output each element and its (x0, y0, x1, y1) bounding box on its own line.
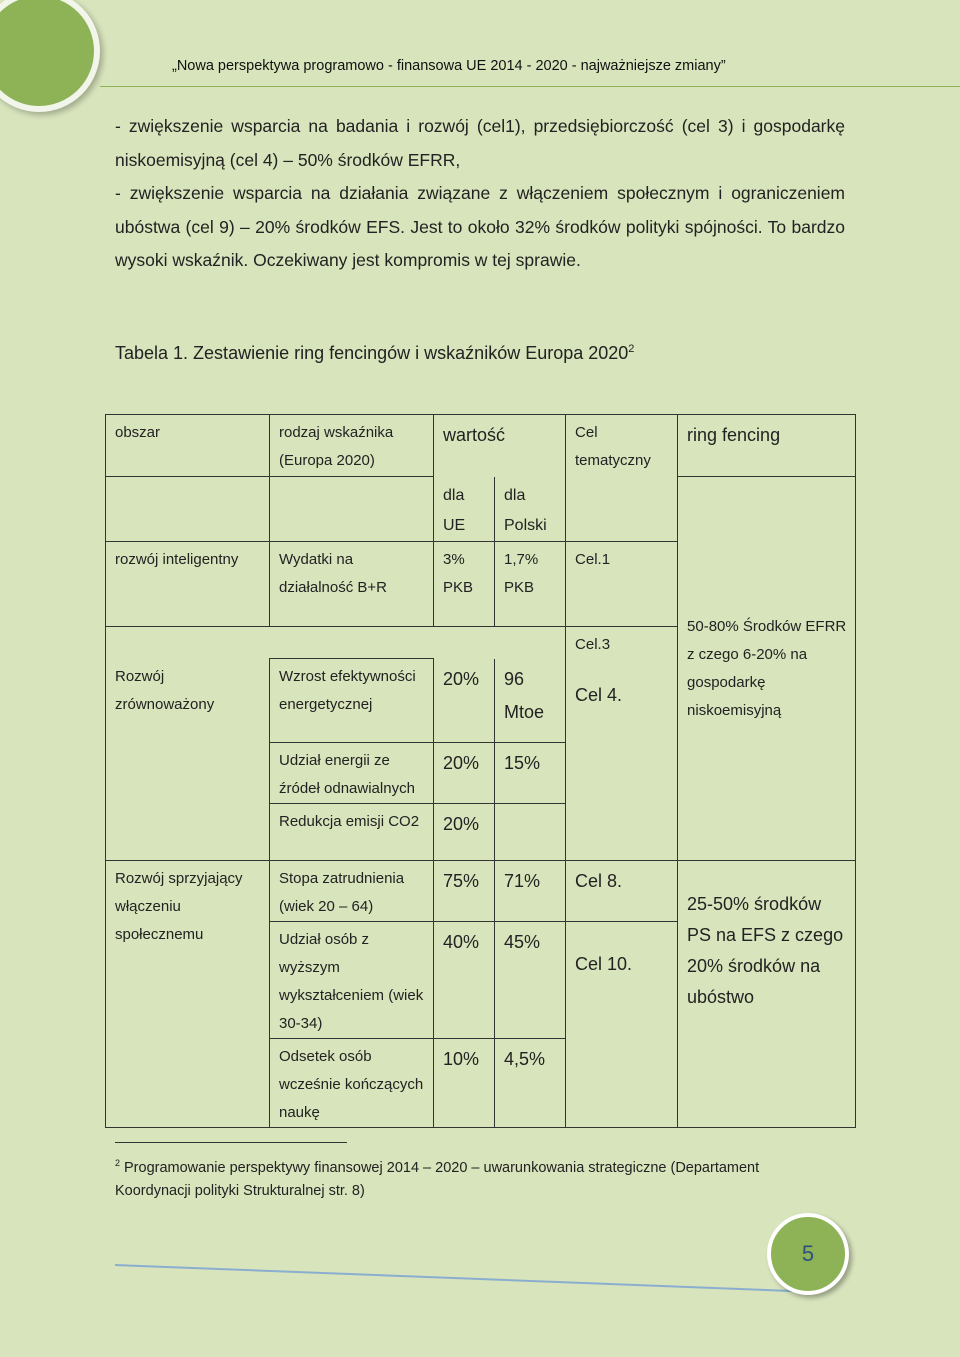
row1-wskaznik: Wydatki na działalność B+R (270, 541, 434, 626)
header-divider (100, 86, 960, 87)
row-separator (106, 626, 566, 659)
body-text (115, 110, 845, 278)
row4-wskaznik: Redukcja emisji CO2 (270, 804, 434, 861)
header-ring: ring fencing (678, 415, 856, 477)
footnote-text: Programowanie perspektywy finansowej 2014 – 2020 – uwarunkowania strategiczne (Departament Koordynacji polityki Strukturalnej str. 8) (115, 1159, 760, 1199)
row5-pl: 71% (495, 861, 566, 922)
row2-cel: Cel 4. (566, 659, 678, 861)
table-caption (115, 343, 634, 364)
row5-cel: Cel 8. (566, 861, 678, 922)
header-obszar: obszar (106, 415, 270, 477)
row2-ue: 20% (434, 659, 495, 743)
row5-obszar: Rozwój sprzyjający włączeniu społecznemu (106, 861, 270, 1128)
table-subheader-row (106, 477, 856, 542)
row2-wskaznik: Wzrost efektywności energetycznej (270, 659, 434, 743)
ring-fencing-efs: 25-50% środków PS na EFS z czego 20% środków na ubóstwo (678, 861, 856, 1128)
cel3-label: Cel.3 (566, 626, 678, 659)
running-header: „Nowa perspektywa programowo - finansowa UE 2014 - 2020 - najważniejsze zmiany” (172, 58, 726, 74)
subheader-dla-polski: dla Polski (495, 477, 566, 542)
subheader-dla-ue: dla UE (434, 477, 495, 542)
caption-footnote-ref: 2 (628, 343, 635, 355)
row6-cel: Cel 10. (566, 922, 678, 1128)
subheader-empty-1 (106, 477, 270, 542)
footnote-number: 2 (115, 1158, 121, 1168)
header-rodzaj (270, 415, 434, 477)
row1-pl: 1,7% PKB (495, 541, 566, 626)
caption-text: Tabela 1. Zestawienie ring fencingów i wskaźników Europa 2020 (115, 343, 629, 363)
row2-pl: 96 Mtoe (495, 659, 566, 743)
decorative-circle (0, 0, 100, 112)
row3-wskaznik: Udział energii ze źródeł odnawialnych (270, 743, 434, 804)
row2-obszar: Rozwój zrównoważony (106, 659, 270, 861)
header-rodzaj-line1: rodzaj wskaźnika (279, 424, 394, 441)
header-wartosc: wartość (434, 415, 566, 477)
page-number: 5 (801, 1241, 815, 1266)
row5-ue: 75% (434, 861, 495, 922)
header-cel: Cel tematyczny (566, 415, 678, 477)
row1-cel: Cel.1 (566, 541, 678, 626)
header-rodzaj-line2: (Europa 2020) (279, 452, 375, 469)
footer-decorative-line (115, 1264, 815, 1293)
subheader-empty-2 (270, 477, 434, 542)
table-row (106, 861, 856, 922)
footnote (115, 1152, 815, 1203)
row4-ue: 20% (434, 804, 495, 861)
row6-wskaznik: Udział osób z wyższym wykształceniem (wiek 30-34) (270, 922, 434, 1039)
row6-ue: 40% (434, 922, 495, 1039)
row7-wskaznik: Odsetek osób wcześnie kończących naukę (270, 1039, 434, 1128)
subheader-cel-cont (566, 477, 678, 542)
indicators-table (105, 414, 856, 1128)
table-header-row (106, 415, 856, 477)
footnote-separator (115, 1142, 347, 1143)
row7-ue: 10% (434, 1039, 495, 1128)
row5-wskaznik: Stopa zatrudnienia (wiek 20 – 64) (270, 861, 434, 922)
row4-pl-empty (495, 804, 566, 861)
paragraph-1: - zwiększenie wsparcia na badania i rozwój (cel1), przedsiębiorczość (cel 3) i gospodarkę niskoemisyjną (cel 4) – 50% środków EFRR, (115, 116, 845, 170)
row3-pl: 15% (495, 743, 566, 804)
ring-fencing-efrr: 50-80% Środków EFRR z czego 6-20% na gospodarkę niskoemisyjną (678, 477, 856, 861)
page-number-badge (767, 1213, 849, 1295)
row3-ue: 20% (434, 743, 495, 804)
row7-pl: 4,5% (495, 1039, 566, 1128)
row6-pl: 45% (495, 922, 566, 1039)
row1-obszar: rozwój inteligentny (106, 541, 270, 626)
row1-ue: 3% PKB (434, 541, 495, 626)
paragraph-2: - zwiększenie wsparcia na działania związane z włączeniem społecznym i ograniczeniem ubóstwa (cel 9) – 20% środków EFS. Jest to około 32% środków polityki spójności. To bardzo wysoki wskaźnik. Oczekiwany jest kompromis w tej sprawie. (115, 183, 845, 270)
